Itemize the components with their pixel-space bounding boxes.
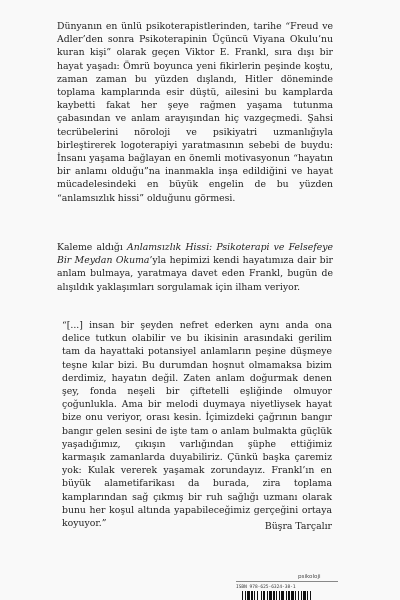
quote-paragraph <box>62 319 332 530</box>
invitation-paragraph <box>57 241 333 294</box>
invitation-post: ’yla hepimizi kendi hayatımıza dair bir anlam bulmaya, yaratmaya davet eden Frankl, bugün de alışıldık yaklaşımları sorgulamak için ilham veriyor. <box>57 255 333 293</box>
barcode-bar <box>254 591 255 600</box>
barcode-bar <box>276 591 277 600</box>
barcode-bar <box>307 591 308 600</box>
barcode-divider <box>236 581 338 582</box>
barcode-bar <box>301 591 302 600</box>
barcode-bar <box>281 591 284 600</box>
barcode-bar <box>298 591 299 600</box>
barcode <box>236 591 338 600</box>
barcode-bar <box>310 591 311 600</box>
barcode-bar <box>269 591 272 600</box>
barcode-bar <box>295 591 296 600</box>
intro-paragraph <box>57 20 333 205</box>
barcode-bar <box>247 591 250 600</box>
barcode-bar <box>273 591 275 600</box>
barcode-bar <box>279 591 280 600</box>
barcode-bar <box>251 591 253 600</box>
book-title: Anlamsızlık Hissi: Psikoterapi ve Felsefeye Bir Meydan Okuma <box>57 242 333 267</box>
intro-text: Dünyanın en ünlü psikoterapistlerinden, tarihe “Freud ve Adler’den sonra Psikoterapinin Üçüncü Viyana Okulu’nu kuran kişi” olarak geçen Viktor E. Frankl, sıra dışı bir hayat yaşadı: Ömrü boyunca yeni fikirlerin peşinde koştu, zaman zaman bu yüzden dışlandı, Hitler döneminde toplama kamplarında esir düştü, ailesini bu kamplarda kaybetti fakat her şeye rağmen yaşama tutunma çabasından ve anlam arayışından hiç vazgeçmedi. Şahsi tecrübelerini nöroloji ve psikiyatri uzmanlığıyla birleştirerek logoterapiyi yaratmasının sebebi de buydu: İnsanı yaşama bağlayan en önemli motivasyonun “hayatın bir anlamı olduğu”na inanmakla inşa edildiğini ve hayat mücadelesindeki en büyük engelin de bu yüzden “anlamsızlık hissi” olduğunu görmesi. <box>57 21 333 204</box>
barcode-bar <box>261 591 262 600</box>
barcode-bar <box>286 591 287 600</box>
invitation-text <box>57 241 333 294</box>
signature: Büşra Tarçalır <box>264 521 332 532</box>
barcode-bar <box>242 591 243 600</box>
invitation-pre: Kaleme aldığı <box>57 242 128 253</box>
category-label: psikoloji <box>298 574 321 580</box>
barcode-bar <box>267 591 268 600</box>
isbn-label: ISBN 978-625-6324-38-1 <box>236 585 296 590</box>
quote-text: “[...] insan bir şeyden nefret ederken aynı anda ona delice tutkun olabilir ve bu ikisinin arasındaki gerilim tam da hayattaki potansiyel anlamların peşine düşmeye teşne kılar bizi. Bu durumdan hoşnut olmamaksa bizim derdimiz, hayatın değil. Zaten anlam doğurmak denen şey, fonda neşeli bir çiftetelli eşliğinde olmuyor çoğunlukla. Ama bir melodi duymaya niyetliysek hayat bize onu veriyor, orası kesin. İçimizdeki çağrının bangır bangır gelen sesini de işte tam o anlam bulmakta güçlük yaşadığımız, çıkışın varlığından şüphe ettiğimiz karmaşık zamanlarda duyabiliriz. Çünkü başka çaremiz yok: Kulak vererek yaşamak zorundayız. Frankl’ın en büyük alametifarikası da burada, zira toplama kamplarından sağ çıkmış bir ruh sağlığı uzmanı olarak bunu her koşul altında yapabileceğimiz gerçeğini ortaya koyuyor.” <box>62 320 332 530</box>
barcode-bar <box>291 591 294 600</box>
barcode-bar <box>303 591 306 600</box>
barcode-bar <box>257 591 258 600</box>
barcode-bar <box>288 591 290 600</box>
barcode-bar <box>263 591 265 600</box>
barcode-bar <box>245 591 246 600</box>
